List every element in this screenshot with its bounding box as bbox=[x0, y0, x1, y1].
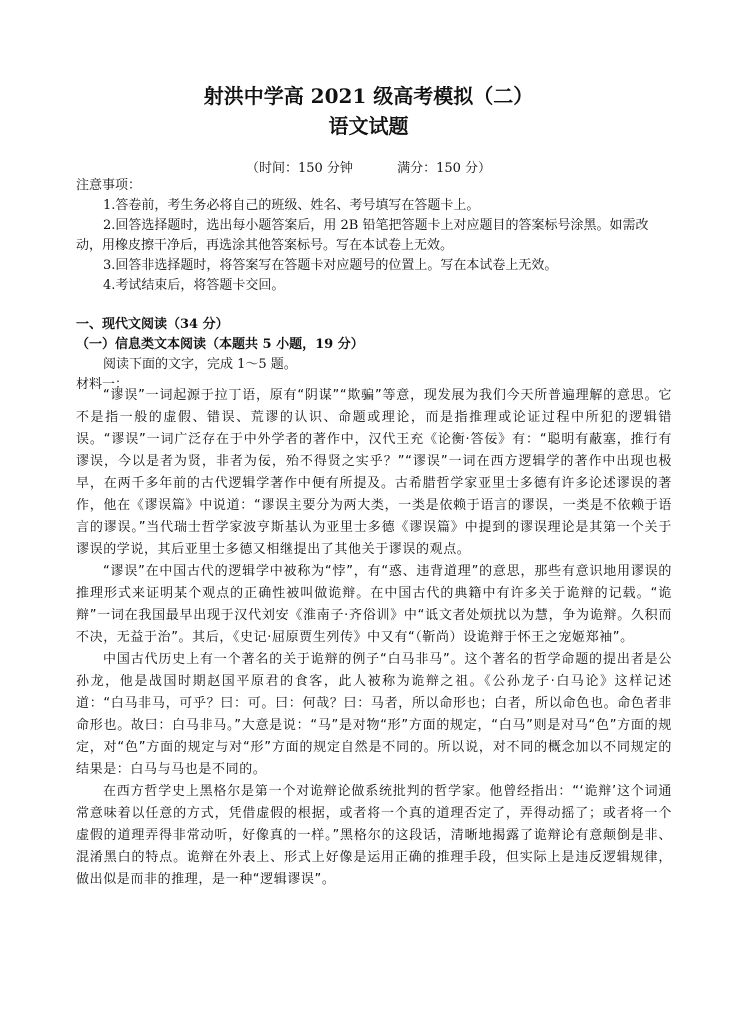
note-item: 1.答卷前，考生务必将自己的班级、姓名、考号填写在答题卡上。 bbox=[103, 198, 480, 213]
exam-time: （时间：150 分钟 bbox=[245, 161, 353, 176]
section-one bbox=[76, 315, 672, 395]
section-heading: 一、现代文阅读（34 分） bbox=[76, 317, 229, 332]
passage-paragraph: 中国古代历史上有一个著名的关于诡辩的例子“白马非马”。这个著名的哲学命题的提出者是公孙龙，他是战国时期赵国平原君的食客，此人被称为诡辩之祖。《公孙龙子·白马论》这样记述道：“白马非马，可乎？曰：可。曰：何哉？曰：马者，所以命形也；白者，所以命色也。命色者非命形也。故曰：白马非马。”大意是说：“马”是对物“形”方面的规定，“白马”则是对马“色”方面的规定，对“色”方面的规定与对“形”方面的规定自然是不同的。所以说，对不同的概念加以不同规定的结果是：白马与马也是不同的。 bbox=[76, 652, 672, 777]
page-subtitle: 语文试题 bbox=[328, 114, 409, 138]
subsection-heading: （一）信息类文本阅读（本题共 5 小题，19 分） bbox=[76, 337, 364, 352]
note-item: 3.回答非选择题时，将答案写在答题卡对应题号的位置上。写在本试卷上无效。 bbox=[103, 258, 558, 273]
exam-meta bbox=[0, 157, 737, 176]
reading-passage bbox=[76, 385, 672, 891]
notes-heading: 注意事项： bbox=[76, 178, 142, 193]
note-item: 2.回答选择题时，选出每小题答案后，用 2B 铅笔把答题卡上对应题目的答案标号涂黑。如需改动，用橡皮擦干净后，再选涂其他答案标号。写在本试卷上无效。 bbox=[76, 218, 649, 253]
passage-paragraph: “谬误”在中国古代的逻辑学中被称为“悖”，有“惑、违背道理”的意思，那些有意识地用谬误的推理形式来证明某个观点的正确性被叫做诡辩。在中国古代的典籍中有许多关于诡辩的记载。“诡辩”一词在我国最早出现于汉代刘安《淮南子·齐俗训》中“诋文者处烦扰以为慧，争为诡辩。久积而不决，无益于治”。其后，《史记·屈原贾生列传》中又有“（靳尚）设诡辩于怀王之宠姬郑袖”。 bbox=[76, 564, 672, 645]
material-label: 材料一： bbox=[76, 377, 129, 392]
page-title: 射洪中学高 2021 级高考模拟（二） bbox=[203, 84, 534, 108]
passage-paragraph: “谬误”一词起源于拉丁语，原有“阴谋”“欺骗”等意，现发展为我们今天所普遍理解的意思。它不是指一般的虚假、错误、荒谬的认识、命题或理论，而是指推理或论证过程中所犯的逻辑错误。“谬误”一词广泛存在于中外学者的著作中，汉代王充《论衡·答佞》有：“聪明有蔽塞，推行有谬误，今以是者为贤，非者为佞，殆不得贤之实乎？”“谬误”一词在西方逻辑学的著作中出现也极早，在两千多年前的古代逻辑学著作中便有所提及。古希腊哲学家亚里士多德有许多论述谬误的著作，他在《谬误篇》中说道：“谬误主要分为两大类，一类是依赖于语言的谬误，一类是不依赖于语言的谬误。”当代瑞士哲学家波亨斯基认为亚里士多德《谬误篇》中提到的谬误理论是其第一个关于谬误的学说，其后亚里士多德又相继提出了其他关于谬误的观点。 bbox=[76, 388, 672, 557]
passage-paragraph: 在西方哲学史上黑格尔是第一个对诡辩论做系统批判的哲学家。他曾经指出：“‘诡辩’这个词通常意味着以任意的方式，凭借虚假的根据，或者将一个真的道理否定了，弄得动摇了；或者将一个虚假的道理弄得非常动听，好像真的一样。”黑格尔的这段话，清晰地揭露了诡辩论有意颠倒是非、混淆黑白的特点。诡辩在外表上、形式上好像是运用正确的推理手段，但实际上是违反逻辑规律，做出似是而非的推理，是一种“逻辑谬误”。 bbox=[76, 784, 672, 887]
instruction-text: 阅读下面的文字，完成 1～5 题。 bbox=[103, 357, 297, 372]
note-item: 4.考试结束后，将答题卡交回。 bbox=[103, 278, 285, 293]
exam-score: 满分：150 分） bbox=[397, 161, 492, 176]
notes-section bbox=[76, 176, 672, 296]
